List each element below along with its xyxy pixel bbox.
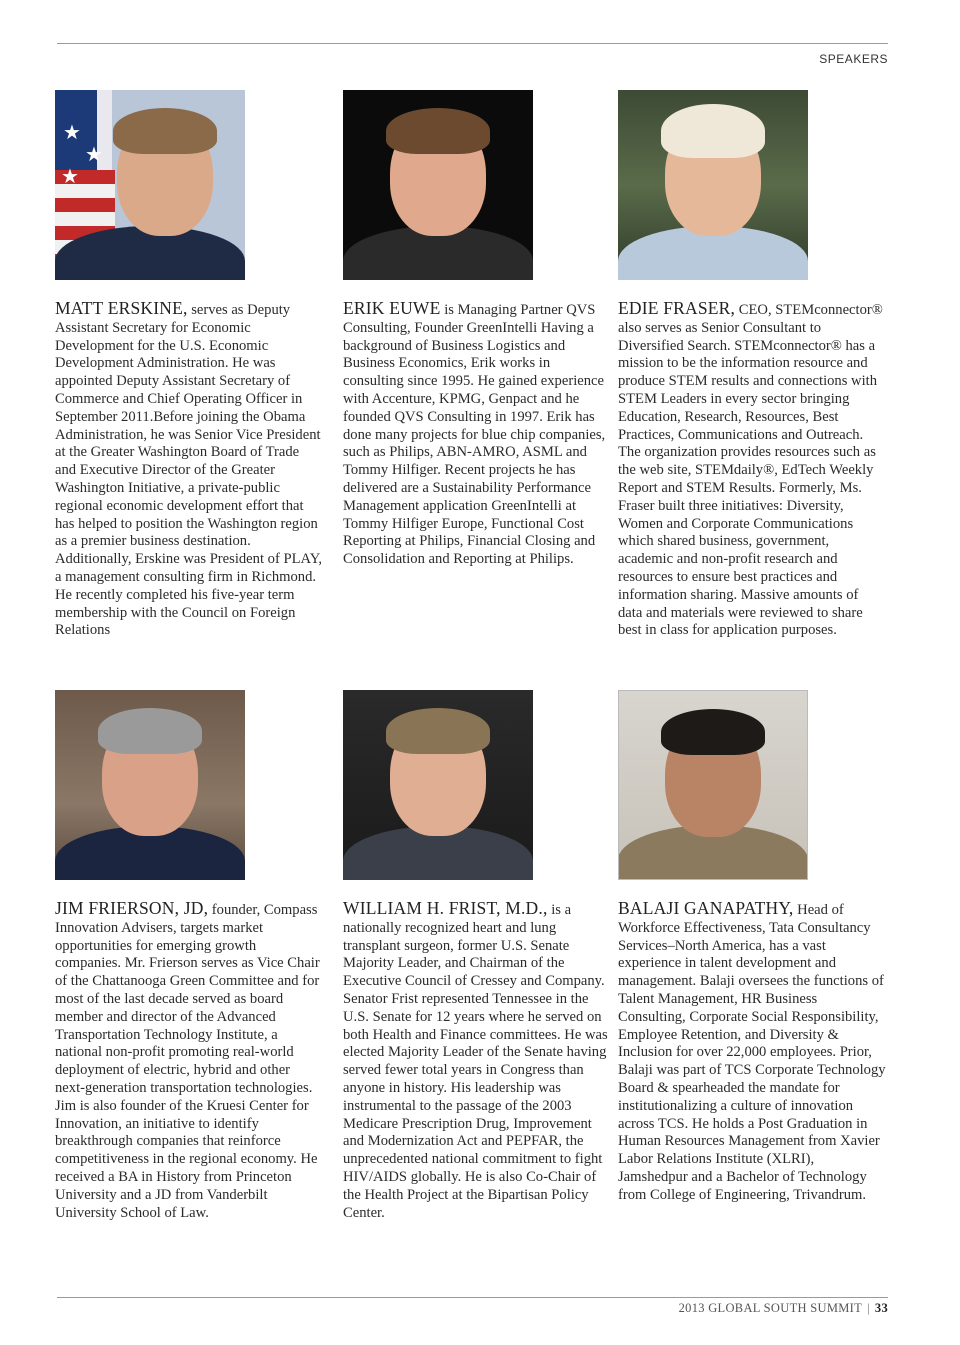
speaker-bio-text: is Managing Partner QVS Consulting, Founder GreenIntelli Having a background of Business Logistics and Business Economics, Erik works in consulting since 1995. He gained experience with Accenture, KPMG, Genpact and he founded QVS Consulting in 1997. Erik has done many projects for blue chip companies, such as Philips, ABN-AMRO, ASML and Tommy Hilfiger. Recent projects he has delivered are a Sustainability Performance Management application GreenIntelli at Tommy Hilfiger Europe, Functional Cost Reporting at Philips, Financial Closing and Consolidation and Reporting at Philips. [343,302,606,568]
speaker-name: EDIE FRASER, [618,298,736,318]
speaker-bio [55,900,323,1222]
publication-title: 2013 GLOBAL SOUTH SUMMIT [678,1301,863,1315]
speaker-bio [343,300,611,569]
speaker-photo [55,690,245,880]
speaker-name: JIM FRIERSON, JD, [55,898,209,918]
speaker-photo [343,90,533,280]
speaker-bio [618,300,886,640]
speaker-bio-text: Head of Workforce Effectiveness, Tata Consultancy Services–North America, has a vast experience in talent development and management. Balaji oversees the functions of Talent Management, HR Business Consulting, Corporate Social Responsibility, Employee Retention, and Diversity & Inclusion for over 22,000 employees. Prior, Balaji was part of TCS Corporate Technology Board & spearheaded the mandate for institutionalizing a culture of innovation across TCS. He holds a Post Graduation in Human Resources Management from Xavier Labor Relations Institute (XLRI), Jamshedpur and a Bachelor of Technology from College of Engineering, Trivandrum. [618,902,886,1203]
speaker-card [343,90,611,569]
speaker-bio [343,900,611,1222]
speaker-name: ERIK EUWE [343,298,441,318]
speaker-card [55,690,323,1222]
footer-separator: | [867,1301,870,1315]
speaker-bio-text: is a nationally recognized heart and lung transplant surgeon, former U.S. Senate Majority Leader, and Chairman of the Executive Council of Cressey and Company. Senator Frist represented Tennessee in the U.S. Senate for 12 years where he served on both Health and Finance committees. He was elected Majority Leader of the Senate having served fewer total years in Congress than anyone in history. His leadership was instrumental to the passage of the 2003 Medicare Prescription Drug, Improvement and Modernization Act and PEPFAR, the unprecedented national commitment to fight HIV/AIDS globally. He is also Co-Chair of the Health Project at the Bipartisan Policy Center. [343,902,608,1221]
speaker-name: MATT ERSKINE, [55,298,188,318]
speaker-photo [618,90,808,280]
speaker-photo: ★ ★ ★ [55,90,245,280]
speaker-card [343,690,611,1222]
speaker-card [618,690,886,1205]
section-label: SPEAKERS [819,52,888,66]
speaker-bio [55,300,323,640]
speaker-photo [618,690,808,880]
speaker-card [618,90,886,640]
page-footer [679,1301,888,1316]
top-rule [57,43,888,44]
speaker-bio-text: CEO, STEMconnector® also serves as Senior Consultant to Diversified Search. STEMconnector® has a mission to be the information resource and produce STEM results and connections with STEM Leaders in every sector bringing Education, Research, Resources, Best Practices, Communications and Outreach. The organization provides resources such as the web site, STEMdaily®, EdTech Weekly Report and STEM Results. Formerly, Ms. Fraser built three initiatives: Diversity, Women and Corporate Communications which shared business, government, academic and non-profit research and resources to ensure best practices and information sharing. Massive amounts of data and materials were reviewed to share best in class for application purposes. [618,302,883,639]
speaker-photo [343,690,533,880]
speaker-name: WILLIAM H. FRIST, M.D., [343,898,548,918]
page-number: 33 [874,1301,888,1315]
speaker-bio-text: serves as Deputy Assistant Secretary for Economic Development for the U.S. Economic Development Administration. He was appointed Deputy Assistant Secretary of Commerce and Chief Operating Officer in September 2011.Before joining the Obama Administration, he was Senior Vice President at the Greater Washington Board of Trade and Executive Director of the Greater Washington Initiative, a private-public regional economic development effort that has helped to position the Washington region as a premier business destination. Additionally, Erskine was President of PLAY, a management consulting firm in Richmond. He recently completed his five-year term membership with the Council on Foreign Relations [55,302,322,639]
speaker-name: BALAJI GANAPATHY, [618,898,794,918]
speaker-card [55,90,323,640]
bottom-rule [57,1297,888,1298]
speaker-bio [618,900,886,1205]
speaker-bio-text: founder, Compass Innovation Advisers, targets market opportunities for emerging growth companies. Mr. Frierson serves as Vice Chair of the Chattanooga Green Committee and for most of the last decade served as board member and director of the Advanced Transportation Technology Institute, a national non-profit promoting real-world deployment of electric, hybrid and other next-generation transportation technologies. Jim is also founder of the Kruesi Center for Innovation, an initiative to identify breakthrough companies that reinforce competitiveness in the regional economy. He received a BA in History from Princeton University and a JD from Vanderbilt University School of Law. [55,902,320,1221]
